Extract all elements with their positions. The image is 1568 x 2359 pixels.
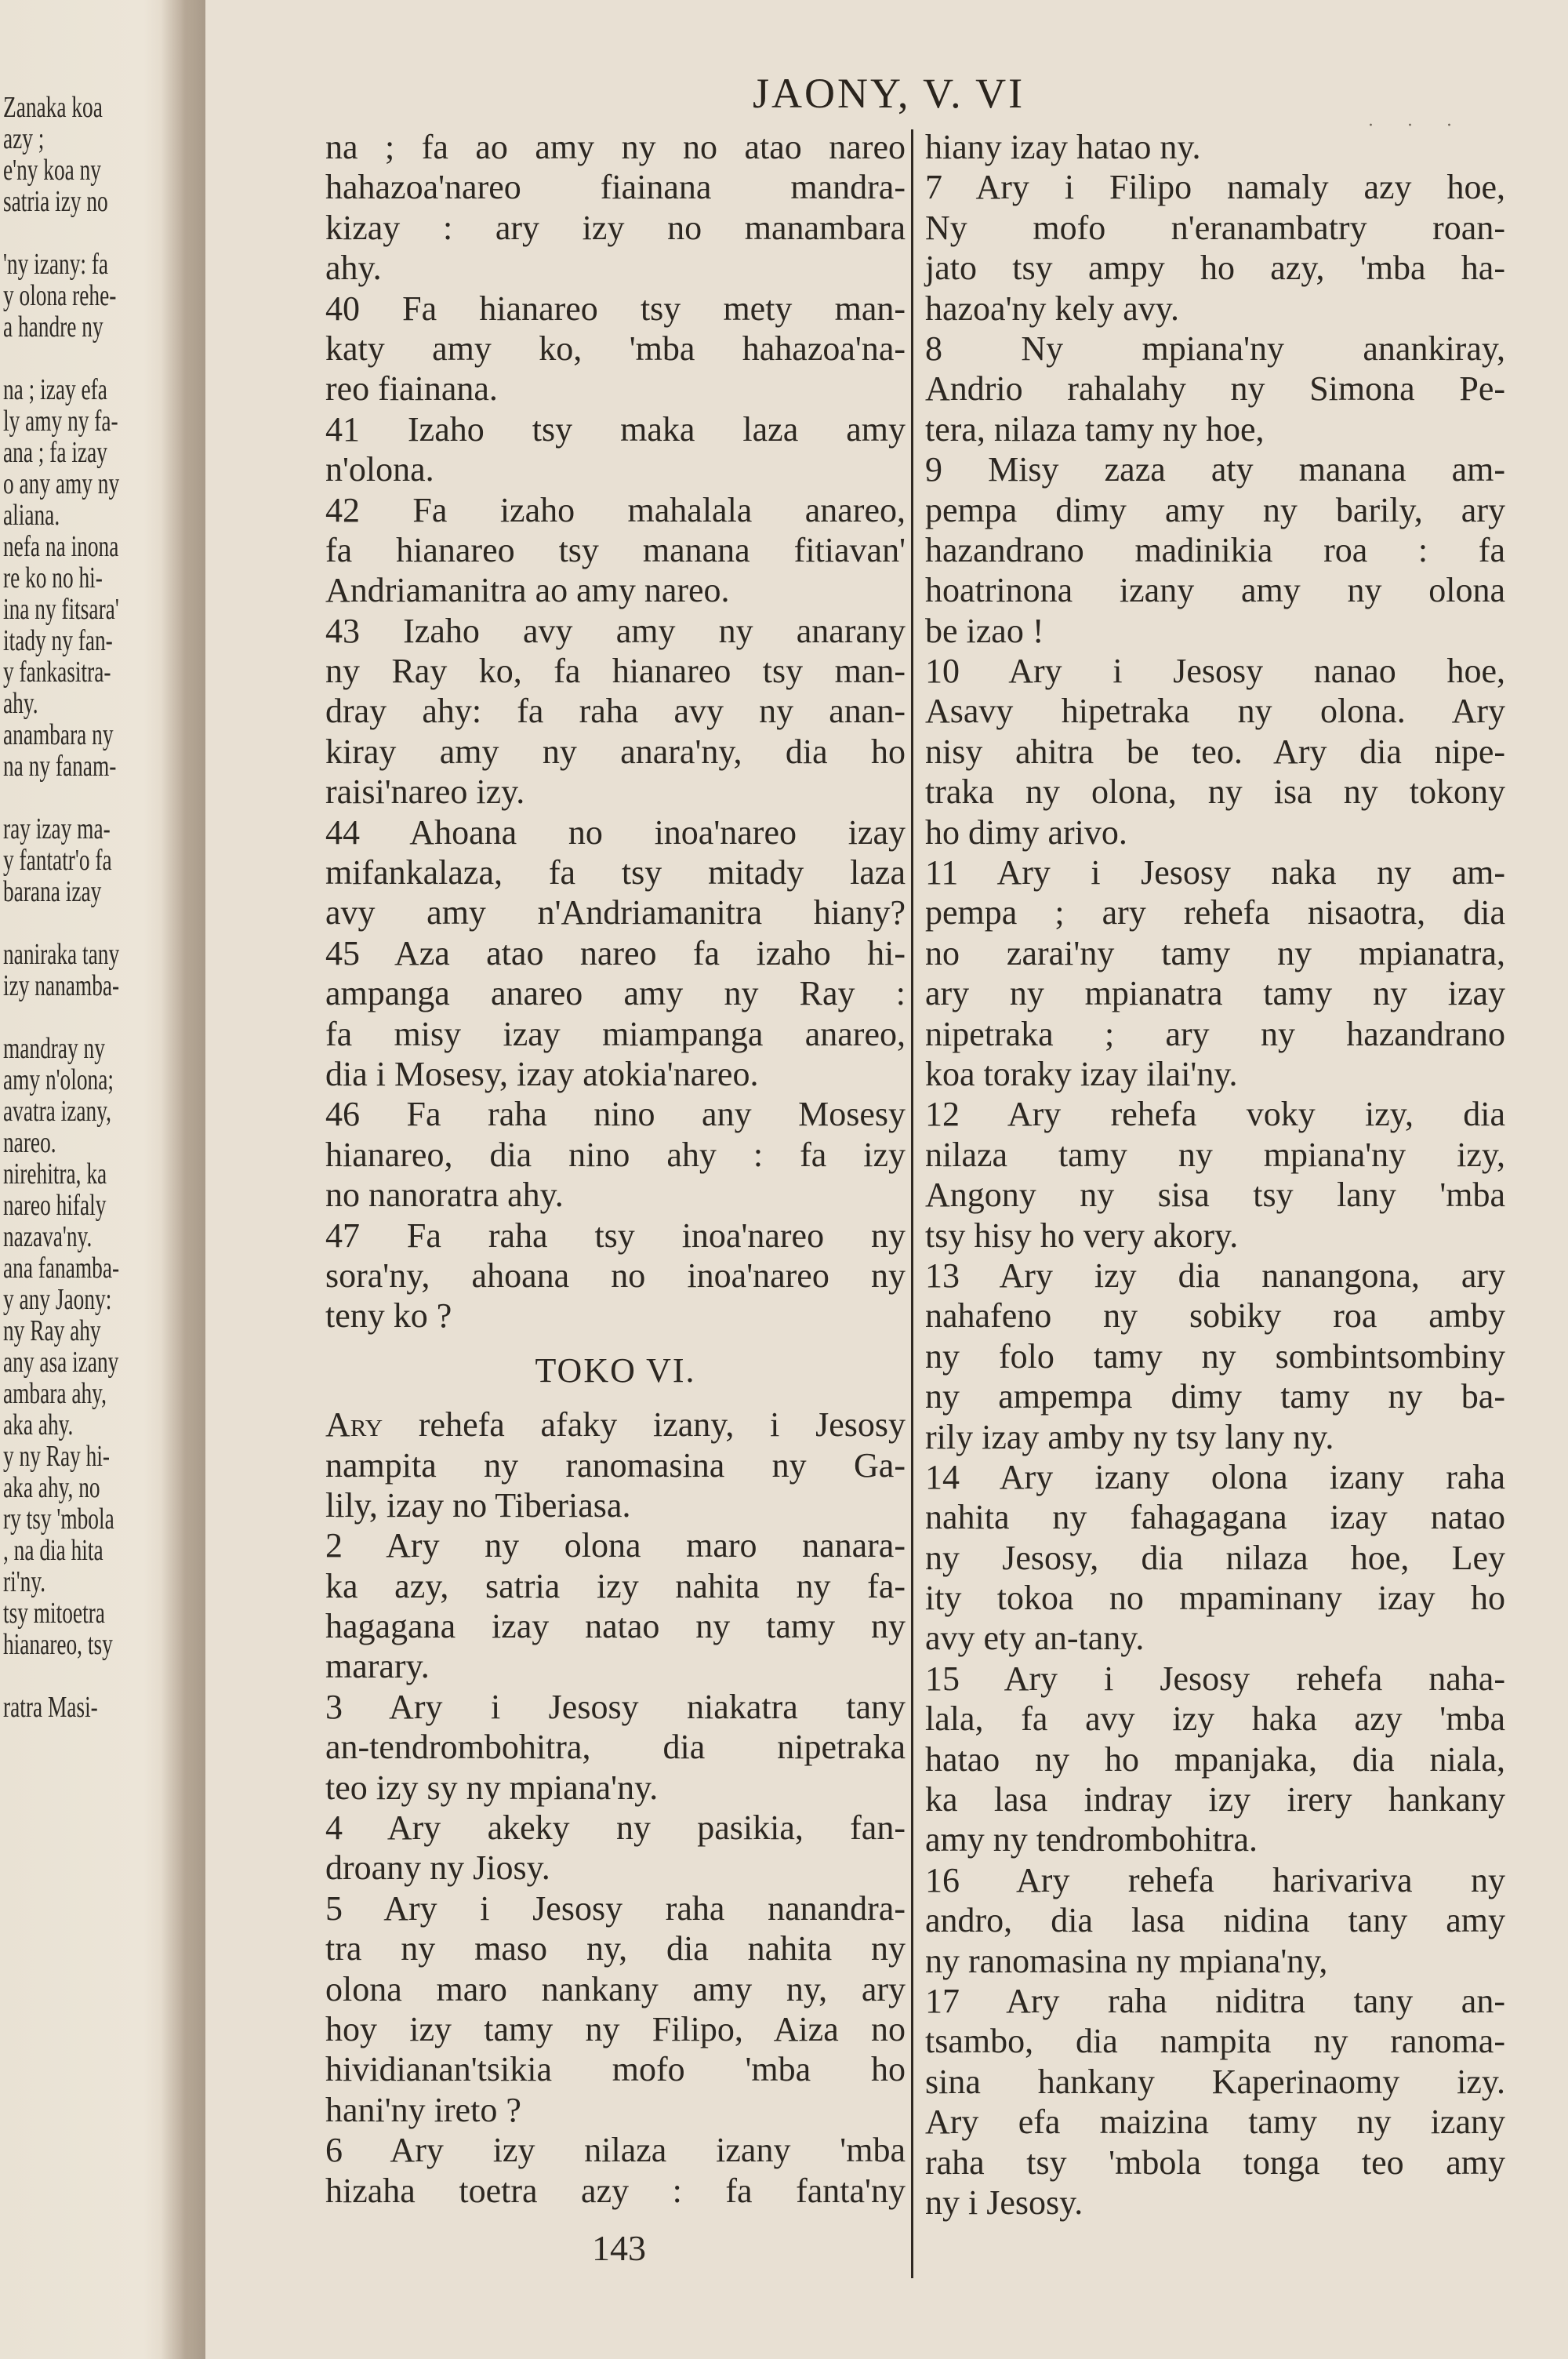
- text-line: 45 Aza atao nareo fa izaho hi-: [325, 933, 906, 972]
- text-line: ny ranomasina ny mpiana'ny,: [925, 1941, 1328, 1980]
- text-line: an-tendrombohitra, dia nipetraka: [325, 1728, 906, 1767]
- text-line: sina hankany Kaperinaomy izy.: [925, 2062, 1505, 2101]
- text-line: pempa ; ary rehefa nisaotra, dia: [925, 893, 1505, 932]
- previous-page-line: ahy.: [3, 689, 38, 720]
- text-line: nisy ahitra be teo. Ary dia nipe-: [925, 732, 1505, 771]
- text-line: na ; fa ao amy ny no atao nareo: [325, 128, 906, 166]
- previous-page-line: [3, 1661, 133, 1692]
- text-line: marary.: [325, 1647, 430, 1686]
- previous-page-line: ambara ahy,: [3, 1379, 107, 1410]
- text-line: ny Ray ko, fa hianareo tsy man-: [325, 652, 906, 691]
- previous-page-line: na ny fanam-: [3, 751, 117, 783]
- text-line: nilaza tamy ny mpiana'ny izy,: [925, 1135, 1505, 1174]
- previous-page-line: [3, 1002, 133, 1034]
- previous-page-line: ina ny fitsara': [3, 594, 119, 626]
- right-column: [925, 127, 1505, 2223]
- previous-page-line: aka ahy.: [3, 1410, 74, 1441]
- text-line: kizay : ary izy no manambara: [325, 208, 906, 247]
- text-line: 2 Ary ny olona maro nanara-: [325, 1526, 906, 1565]
- text-line: droany ny Jiosy.: [325, 1848, 550, 1888]
- text-line: hianareo, dia nino ahy : fa izy: [325, 1135, 906, 1174]
- previous-page-line: [3, 908, 133, 940]
- previous-page-line: ly amy ny fa-: [3, 406, 118, 438]
- text-line: Andriamanitra ao amy nareo.: [325, 571, 730, 610]
- previous-page-line: nazava'ny.: [3, 1222, 93, 1253]
- text-line: 12 Ary rehefa voky izy, dia: [925, 1095, 1505, 1134]
- text-line: ity tokoa no mpaminany izay ho: [925, 1579, 1505, 1618]
- text-line: avy amy n'Andriamanitra hiany?: [325, 893, 906, 932]
- text-line: teo izy sy ny mpiana'ny.: [325, 1768, 659, 1807]
- text-line: ary ny mpianatra tamy ny izay: [925, 974, 1505, 1013]
- previous-page-line: itady ny fan-: [3, 626, 113, 657]
- text-line: hiany izay hatao ny.: [925, 128, 1201, 166]
- text-line: hagagana izay natao ny tamy ny: [325, 1607, 906, 1646]
- text-line: hahazoa'nareo fiainana mandra-: [325, 168, 906, 207]
- text-line: dia i Mosesy, izay atokia'nareo.: [325, 1054, 759, 1093]
- previous-page-line: izy nanamba-: [3, 971, 120, 1002]
- text-line: hizaha toetra azy : fa fanta'ny: [325, 2171, 906, 2210]
- text-line: jato tsy ampy ho azy, 'mba ha-: [925, 249, 1505, 288]
- text-line: ka lasa indray izy irery hankany: [925, 1780, 1505, 1819]
- previous-page-line: ri'ny.: [3, 1567, 46, 1598]
- text-line: Ary rehefa afaky izany, i Jesosy: [325, 1405, 906, 1445]
- text-line: 8 Ny mpiana'ny anankiray,: [925, 329, 1505, 368]
- text-line: 10 Ary i Jesosy nanao hoe,: [925, 652, 1505, 691]
- text-line: 43 Izaho avy amy ny anarany: [325, 611, 906, 650]
- text-line: Ary efa maizina tamy ny izany: [925, 2103, 1505, 2142]
- text-line: hani'ny ireto ?: [325, 2090, 521, 2129]
- text-line: hatao ny ho mpanjaka, dia niala,: [925, 1739, 1505, 1779]
- previous-page-line: ana ; fa izay: [3, 438, 107, 469]
- previous-page-line: nefa na inona: [3, 532, 119, 563]
- text-line: nahita ny fahagagana izay natao: [925, 1498, 1505, 1537]
- text-line: teny ko ?: [325, 1296, 452, 1336]
- text-line: ny Jesosy, dia nilaza hoe, Ley: [925, 1538, 1505, 1577]
- text-line: tsambo, dia nampita ny ranoma-: [925, 2022, 1505, 2061]
- text-line: fa misy izay miampanga anareo,: [325, 1014, 906, 1053]
- previous-page-line: ratra Masi-: [3, 1692, 98, 1724]
- previous-page-line: [3, 218, 133, 249]
- text-line: Asavy hipetraka ny olona. Ary: [925, 692, 1505, 731]
- column-rule: [911, 129, 913, 2278]
- text-line: 40 Fa hianareo tsy mety man-: [325, 289, 906, 328]
- text-line: nampita ny ranomasina ny Ga-: [325, 1445, 906, 1485]
- text-line: sora'ny, ahoana no inoa'nareo ny: [325, 1256, 906, 1295]
- margin-marks: · · ·: [1368, 116, 1466, 136]
- text-line: 41 Izaho tsy maka laza amy: [325, 409, 906, 449]
- text-line: hoatrinona izany amy ny olona: [925, 571, 1505, 610]
- previous-page-line: hianareo, tsy: [3, 1630, 113, 1661]
- previous-page-line: nirehitra, ka: [3, 1159, 107, 1190]
- text-line: 47 Fa raha tsy inoa'nareo ny: [325, 1216, 906, 1255]
- text-line: reo fiainana.: [325, 369, 498, 409]
- text-line: tera, nilaza tamy ny hoe,: [925, 409, 1265, 449]
- previous-page-line: amy n'olona;: [3, 1065, 114, 1096]
- previous-page-line: [3, 783, 133, 814]
- previous-page-line: ry tsy 'mbola: [3, 1504, 114, 1536]
- page-number: 143: [592, 2228, 646, 2268]
- text-line: lala, fa avy izy haka azy 'mba: [925, 1699, 1505, 1739]
- text-line: rily izay amby ny tsy lany ny.: [925, 1417, 1334, 1456]
- text-line: pempa dimy amy ny barily, ary: [925, 490, 1505, 529]
- text-line: Ny mofo n'eranambatry roan-: [925, 208, 1505, 247]
- previous-page-line: any asa izany: [3, 1347, 119, 1379]
- text-line: 6 Ary izy nilaza izany 'mba: [325, 2131, 906, 2170]
- previous-page-line: ny Ray ahy: [3, 1316, 101, 1347]
- previous-page-line: , na dia hita: [3, 1536, 103, 1567]
- text-line: ny i Jesosy.: [925, 2183, 1083, 2222]
- text-line: 4 Ary akeky ny pasikia, fan-: [325, 1808, 906, 1848]
- text-line: 44 Ahoana no inoa'nareo izay: [325, 812, 906, 852]
- text-line: hazoa'ny kely avy.: [925, 289, 1179, 328]
- text-line: n'olona.: [325, 450, 434, 489]
- text-line: be izao !: [925, 611, 1044, 650]
- text-line: nahafeno ny sobiky roa amby: [925, 1296, 1505, 1336]
- text-line: koa toraky izay ilai'ny.: [925, 1054, 1238, 1093]
- previous-page-line: 'ny izany: fa: [3, 249, 109, 281]
- text-line: amy ny tendrombohitra.: [925, 1820, 1258, 1859]
- text-line: 3 Ary i Jesosy niakatra tany: [325, 1687, 906, 1726]
- previous-page-line: y olona rehe-: [3, 281, 117, 312]
- text-line: olona maro nankany amy ny, ary: [325, 1969, 906, 2008]
- text-line: no nanoratra ahy.: [325, 1176, 564, 1215]
- text-line: kiray amy ny anara'ny, dia ho: [325, 732, 906, 771]
- previous-page-line: ana fanamba-: [3, 1253, 120, 1285]
- previous-page-line: aka ahy, no: [3, 1473, 100, 1504]
- text-line: 16 Ary rehefa harivariva ny: [925, 1860, 1505, 1899]
- previous-page-line: y any Jaony:: [3, 1285, 112, 1316]
- text-line: ahy.: [325, 249, 382, 288]
- text-line: raha tsy 'mbola tonga teo amy: [925, 2143, 1505, 2182]
- previous-page-line: y fantatr'o fa: [3, 845, 112, 877]
- text-line: nipetraka ; ary ny hazandrano: [925, 1014, 1505, 1053]
- text-line: katy amy ko, 'mba hahazoa'na-: [325, 329, 906, 368]
- text-line: Angony ny sisa tsy lany 'mba: [925, 1176, 1505, 1215]
- previous-page-line: y ny Ray hi-: [3, 1441, 111, 1473]
- text-line: Andrio rahalahy ny Simona Pe-: [925, 369, 1505, 409]
- previous-page-line: nareo hifaly: [3, 1190, 107, 1222]
- text-line: avy ety an-tany.: [925, 1619, 1145, 1658]
- previous-page-line: aliana.: [3, 500, 60, 532]
- previous-page-line: o any amy ny: [3, 469, 120, 500]
- text-line: fa hianareo tsy manana fitiavan': [325, 530, 906, 569]
- text-line: tsy hisy ho very akory.: [925, 1216, 1239, 1255]
- text-line: ny ampempa dimy tamy ny ba-: [925, 1377, 1505, 1416]
- text-line: 14 Ary izany olona izany raha: [925, 1457, 1505, 1496]
- previous-page-line: naniraka tany: [3, 940, 120, 971]
- text-line: andro, dia lasa nidina tany amy: [925, 1901, 1505, 1940]
- text-line: 11 Ary i Jesosy naka ny am-: [925, 853, 1505, 892]
- previous-page-text: [3, 93, 183, 1724]
- text-line: 46 Fa raha nino any Mosesy: [325, 1095, 906, 1134]
- previous-page-line: anambara ny: [3, 720, 114, 751]
- text-line: traka ny olona, ny isa ny tokony: [925, 772, 1505, 812]
- previous-page-line: a handre ny: [3, 312, 103, 343]
- text-line: hividianan'tsikia mofo 'mba ho: [325, 2050, 906, 2089]
- previous-page-line: tsy mitoetra: [3, 1598, 105, 1630]
- text-line: lily, izay no Tiberiasa.: [325, 1485, 631, 1525]
- previous-page-line: mandray ny: [3, 1034, 105, 1065]
- previous-page-line: [3, 343, 133, 375]
- previous-page-line: barana izay: [3, 877, 102, 908]
- text-line: no zarai'ny tamy ny mpianatra,: [925, 933, 1505, 972]
- running-head: JAONY, V. VI: [753, 70, 1025, 117]
- previous-page-line: na ; izay efa: [3, 375, 107, 406]
- text-line: TOKO VI.: [535, 1350, 696, 1390]
- text-line: ka azy, satria izy nahita ny fa-: [325, 1566, 906, 1605]
- text-line: hoy izy tamy ny Filipo, Aiza no: [325, 2009, 906, 2048]
- text-line: tra ny maso ny, dia nahita ny: [325, 1929, 906, 1968]
- text-line: 17 Ary raha niditra tany an-: [925, 1981, 1505, 2020]
- text-line: 42 Fa izaho mahalala anareo,: [325, 490, 906, 529]
- text-line: 15 Ary i Jesosy rehefa naha-: [925, 1659, 1505, 1698]
- previous-page-line: Zanaka koa: [3, 93, 103, 124]
- previous-page-line: y fankasitra-: [3, 657, 111, 689]
- text-line: mifankalaza, fa tsy mitady laza: [325, 853, 906, 892]
- text-line: 13 Ary izy dia nanangona, ary: [925, 1256, 1505, 1295]
- text-line: hazandrano madinikia roa : fa: [925, 530, 1505, 569]
- text-line: raisi'nareo izy.: [325, 772, 525, 812]
- text-line: 5 Ary i Jesosy raha nanandra-: [325, 1888, 906, 1928]
- previous-page-line: azy ;: [3, 124, 45, 155]
- text-line: 7 Ary i Filipo namaly azy hoe,: [925, 168, 1505, 207]
- previous-page-line: re ko no hi-: [3, 563, 103, 594]
- previous-page-line: nareo.: [3, 1128, 56, 1159]
- previous-page-line: avatra izany,: [3, 1096, 111, 1128]
- text-line: ny folo tamy ny sombintsombiny: [925, 1336, 1505, 1376]
- text-line: ampanga anareo amy ny Ray :: [325, 974, 906, 1013]
- previous-page-line: ray izay ma-: [3, 814, 111, 845]
- text-line: ho dimy arivo.: [925, 812, 1127, 852]
- text-line: 9 Misy zaza aty manana am-: [925, 450, 1505, 489]
- left-column: [325, 127, 906, 2211]
- text-line: dray ahy: fa raha avy ny anan-: [325, 692, 906, 731]
- previous-page-line: satria izy no: [3, 187, 108, 218]
- previous-page-line: e'ny koa ny: [3, 155, 101, 187]
